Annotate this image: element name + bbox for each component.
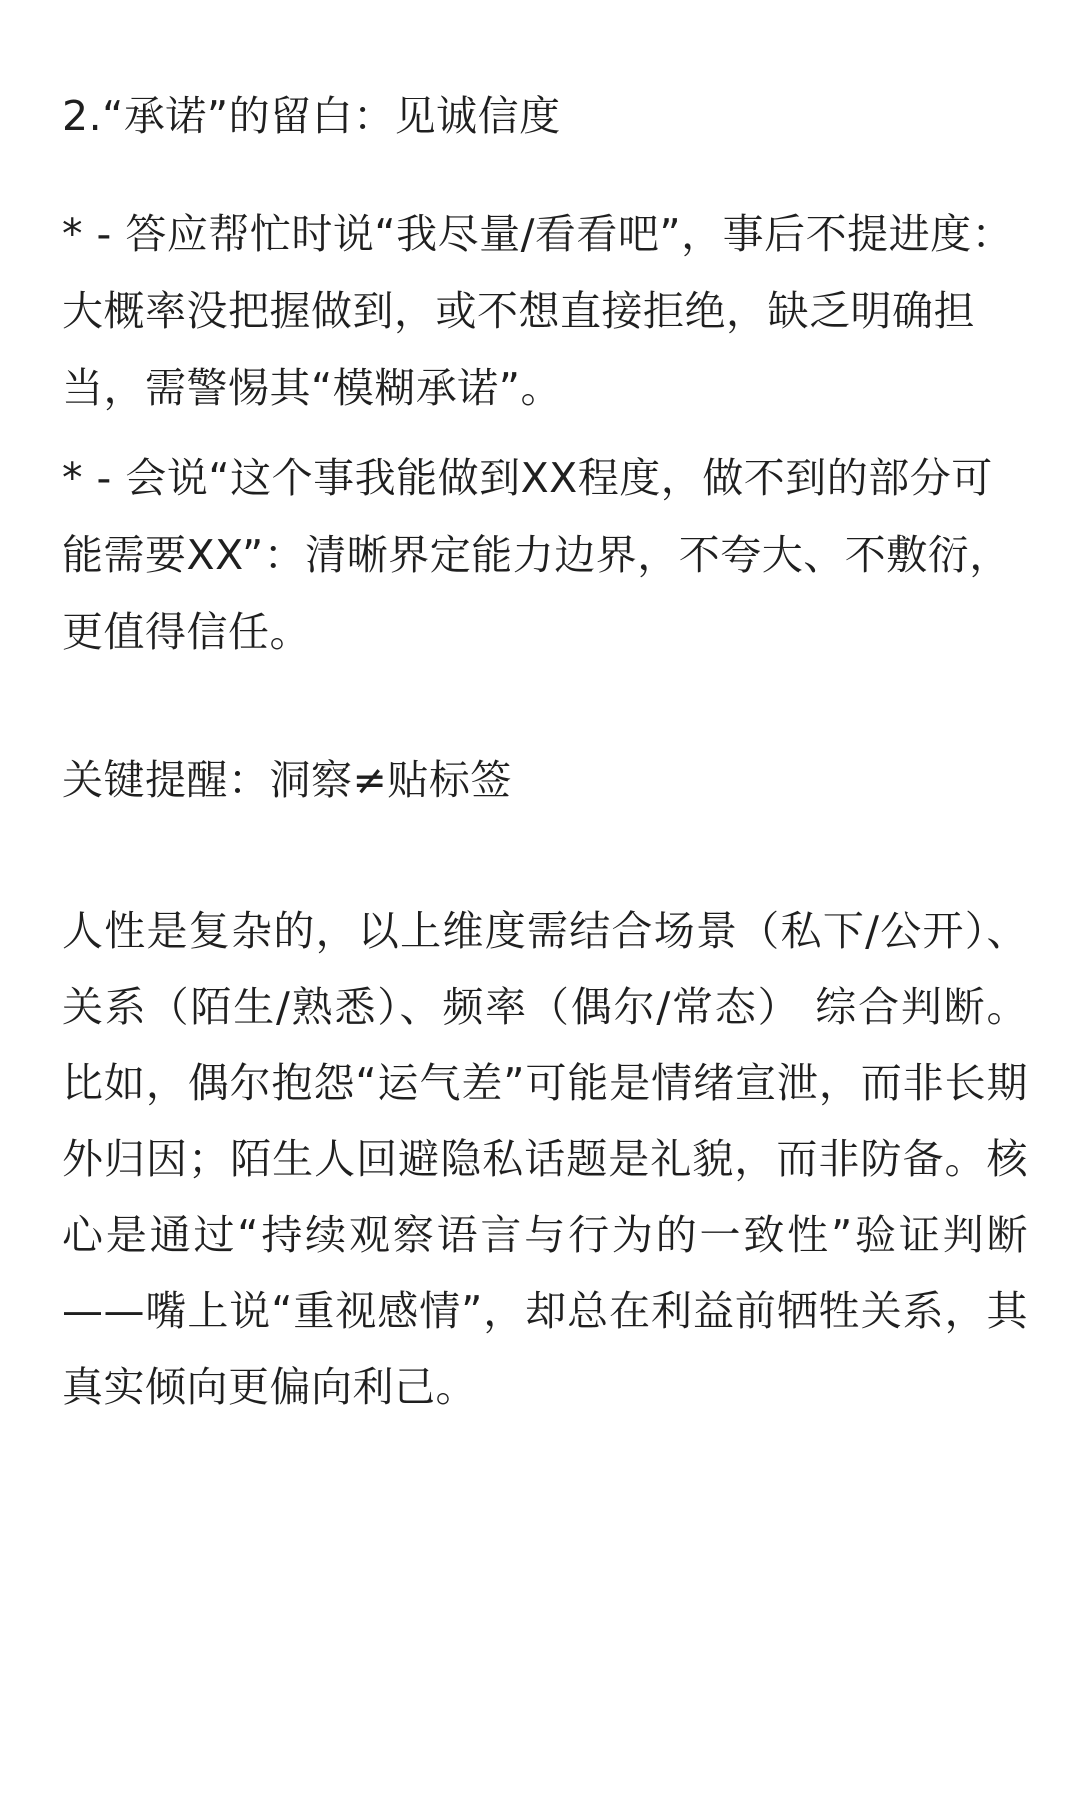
bullet-item-vague-promise: * - 答应帮忙时说“我尽量/看看吧”，事后不提进度：大概率没把握做到，或不想直接拒绝，缺乏明确担当，需警惕其“模糊承诺”。 xyxy=(62,210,1014,412)
bullet-item-clear-boundary: * - 会说“这个事我能做到XX程度，做不到的部分可能需要XX”：清晰界定能力边界，不夸大、不敷衍，更值得信任。 xyxy=(62,454,1011,656)
key-reminder-heading: 关键提醒：洞察≠贴标签 xyxy=(62,756,512,804)
body-paragraph: 人性是复杂的，以上维度需结合场景（私下/公开）、关系（陌生/熟悉）、频率（偶尔/常态） 综合判断。比如，偶尔抱怨“运气差”可能是情绪宣泄，而非长期外归因；陌生人回避隐私话题是礼貌，而非防备。核心是通过“持续观察语言与行为的一致性”验证判断——嘴上说“重视感情”，却总在利益前牺牲关系，其真实倾向更偏向利己。 xyxy=(62,907,1028,1411)
section-heading: 2.“承诺”的留白：见诚信度 xyxy=(62,92,561,140)
